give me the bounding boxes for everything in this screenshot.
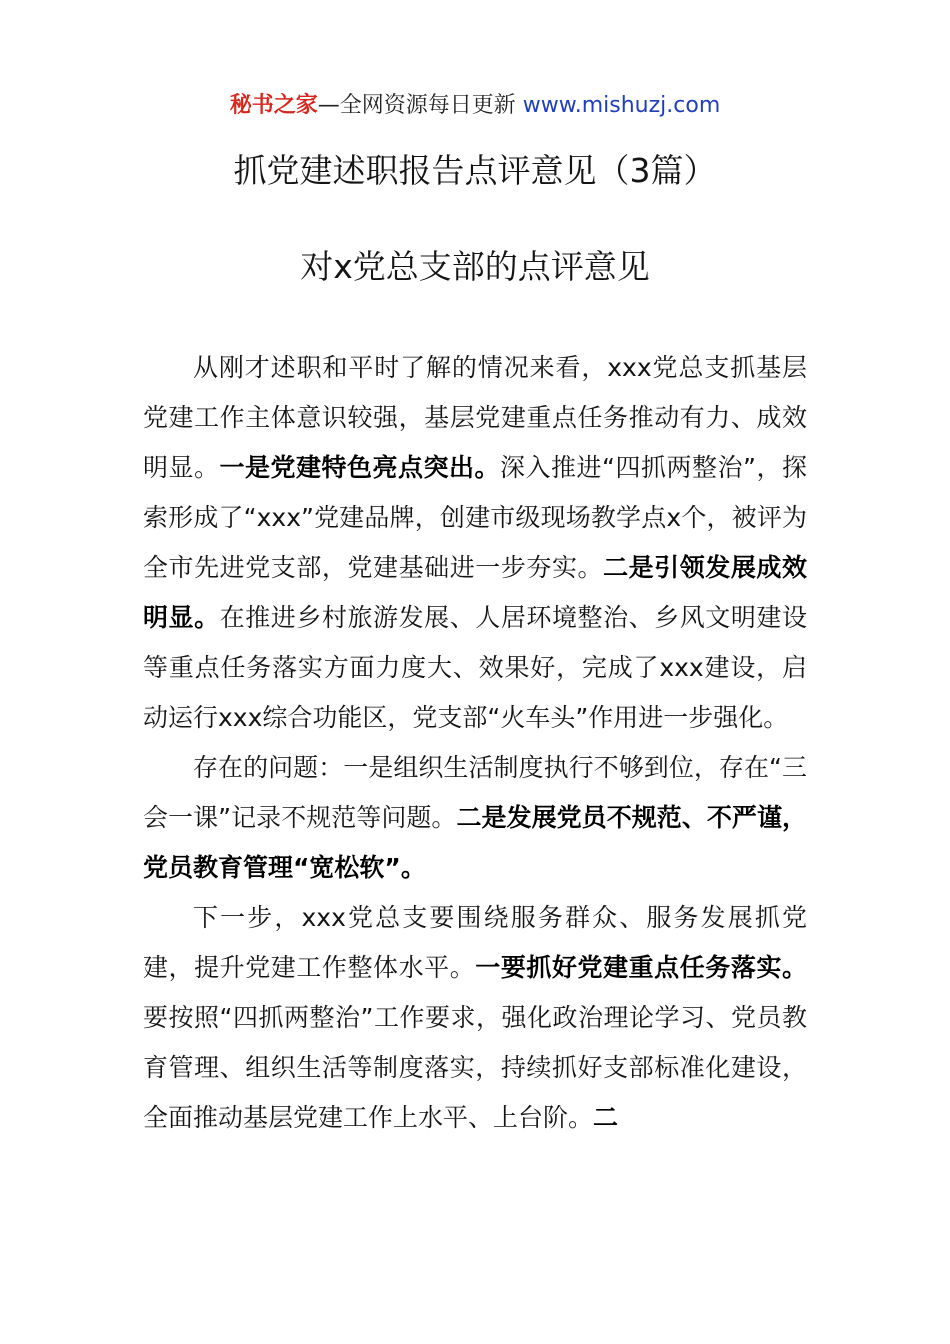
paragraph-text: 从刚才述职和平时了解的情况来看，xxx党总支抓基层党建工作主体意识较强，基层党建重点任务推动有力、成效明显。	[143, 353, 807, 482]
bold-point: 一是党建特色亮点突出。	[219, 453, 501, 482]
document-body	[143, 343, 807, 1143]
bold-point: 二	[593, 1103, 619, 1132]
bold-point: 一要抓好党建重点任务落实。	[475, 953, 807, 982]
paragraph-next-steps	[143, 893, 807, 1143]
section-title: 对x党总支部的点评意见	[300, 247, 650, 286]
site-tagline: —全网资源每日更新	[317, 93, 523, 118]
bold-point: 二是发展党员不规范、不严谨，党员教育管理“宽松软”。	[143, 803, 807, 882]
paragraph-text: 在推进乡村旅游发展、人居环境整治、乡风文明建设等重点任务落实方面力度大、效果好，完成了xxx建设，启动运行xxx综合功能区，党支部“火车头”作用进一步强化。	[143, 603, 807, 732]
paragraph-problems	[143, 743, 807, 893]
paragraph-text: 要按照“四抓两整治”工作要求，强化政治理论学习、党员教育管理、组织生活等制度落实，持续抓好支部标准化建设，全面推动基层党建工作上水平、上台阶。	[143, 1003, 807, 1132]
bold-point: 二是引领发展成效明显。	[143, 553, 807, 632]
paragraph-text: 深入推进“四抓两整治”，探索形成了“xxx”党建品牌，创建市级现场教学点x个，被评为全市先进党支部，党建基础进一步夯实。	[143, 453, 807, 582]
paragraph-summary	[143, 343, 807, 743]
site-header	[0, 90, 950, 122]
site-brand: 秘书之家	[229, 93, 318, 118]
site-url-link[interactable]: www.mishuzj.com	[522, 93, 721, 118]
paragraph-text: 存在的问题：一是组织生活制度执行不够到位，存在“三会一课”记录不规范等问题。	[143, 753, 807, 832]
paragraph-text: 下一步，xxx党总支要围绕服务群众、服务发展抓党建，提升党建工作整体水平。	[143, 903, 807, 982]
document-title: 抓党建述职报告点评意见（3篇）	[233, 151, 717, 190]
